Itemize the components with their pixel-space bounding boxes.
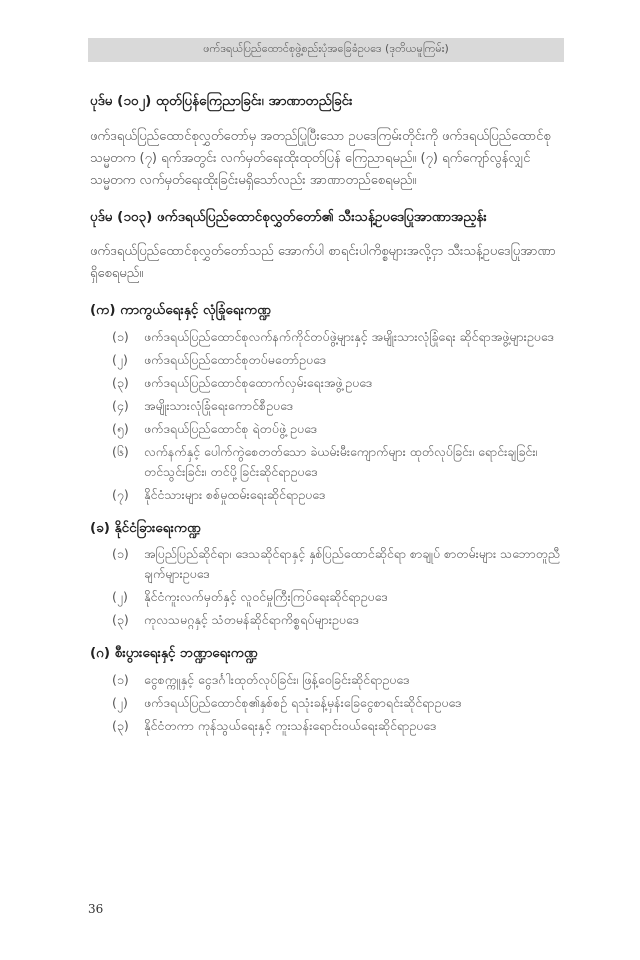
item-text: နိုင်ငံသားများ စစ်မှုထမ်းရေးဆိုင်ရာဥပဒေ — [144, 486, 326, 502]
item-number: (၇) — [112, 486, 129, 502]
item-number: (၁) — [112, 546, 129, 562]
article-101-heading: ပုဒ်မ (၁၀၂) ထုတ်ပြန်ကြေညာခြင်း၊ အာဏာတည်ခြင်း — [90, 93, 353, 109]
item-number: (၂) — [112, 694, 128, 710]
item-number: (၆) — [112, 443, 129, 459]
article-102-heading: ပုဒ်မ (၁၀၃) ဖက်ဒရယ်ပြည်ထောင်စုလွှတ်တော်၏ သီးသန့်ဥပဒေပြုအာဏာအည့န်း — [90, 208, 487, 225]
list-item — [90, 485, 560, 505]
item-number: (၃) — [112, 717, 129, 733]
item-text: ဖက်ဒရယ်ပြည်ထောင်စုလက်နက်ကိုင်တပ်ဖွဲ့များနှင့် အမျိုးသားလုံခြုံရေး ဆိုင်ရာအဖွဲ့များဥပဒေ — [144, 328, 554, 344]
list-item — [90, 544, 560, 584]
item-number: (၁) — [112, 328, 129, 344]
page-body — [90, 92, 560, 742]
item-text: နိုင်ငံတကာ ကုန်သွယ်ရေးနှင့် ကူးသန်းရောင်းဝယ်ရေးဆိုင်ရာဥပဒေ — [144, 717, 437, 733]
running-header-text: ဖက်ဒရယ်ပြည်ထောင်စုဖွဲ့စည်းပုံအခြေခံဥပဒေ (ဒုတိယမူကြမ်း) — [203, 42, 449, 55]
item-text: ကုလသမဂ္ဂနှင့် သံတမန်ဆိုင်ရာကိစ္စရပ်များဥပဒေ — [144, 612, 359, 628]
list-item — [90, 716, 560, 736]
list-item — [90, 373, 560, 393]
item-number: (၄) — [112, 397, 129, 413]
list-item — [90, 327, 560, 347]
section-economy-heading: (ဂ) စီးပွားရေးနှင့် ဘဏ္ဍာရေးကဏ္ဍ — [90, 645, 258, 662]
list-item — [90, 693, 560, 713]
section-economy-list — [90, 670, 560, 736]
article-102-text: ဖက်ဒရယ်ပြည်ထောင်စုလွှတ်တော်သည် အောက်ပါ စာရင်းပါကိစ္စများအလို့ငှာ သီးသန့်ဥပဒေပြုအာဏာ ရှိစေရမည်။ — [90, 244, 556, 282]
section-defence-heading: (က) ကာကွယ်ရေးနှင့် လုံခြုံရေးကဏ္ဍ — [90, 302, 271, 319]
item-text: ဖက်ဒရယ်ပြည်ထောင်စုတပ်မတော်ဥပဒေ — [144, 351, 326, 367]
item-number: (၂) — [112, 589, 128, 605]
item-text: ငွေစက္ကူနှင့် ငွေဒင်္ဂါးထုတ်လုပ်ခြင်း၊ ဖြန့်ဝေခြင်းဆိုင်ရာဥပဒေ — [144, 671, 410, 687]
list-item — [90, 442, 560, 482]
list-item — [90, 587, 560, 607]
item-number: (၁) — [112, 671, 129, 687]
item-number: (၅) — [112, 420, 129, 436]
article-101-text: ဖက်ဒရယ်ပြည်ထောင်စုလွှတ်တော်မှ အတည်ပြုပြီးသော ဥပဒေကြမ်းတိုင်းကို ဖက်ဒရယ်ပြည်ထောင်စု သမ္မတက (၇) ရက်အတွင်း လက်မှတ်ရေးထိုးထုတ်ပြန် ကြေညာရမည်။ (၇) ရက်ကျော်လွန်လျှင် သမ္မတက လက်မှတ်ရေးထိုးခြင်းမရှိသော်လည်း အာဏာတည်စေရမည်။ — [90, 128, 551, 188]
item-text: ဖက်ဒရယ်ပြည်ထောင်စုထောက်လှမ်းရေးအဖွဲ့ဥပဒေ — [144, 374, 373, 390]
list-item — [90, 350, 560, 370]
page-number: 36 — [88, 902, 104, 916]
section-foreign-affairs-list — [90, 544, 560, 630]
item-text: လက်နက်နှင့် ပေါက်ကွဲစေတတ်သော ခဲယမ်းမီးကျောက်များ ထုတ်လုပ်ခြင်း၊ ရောင်းချခြင်း၊ တင်သွင်းခြင်း၊ တင်ပို့ခြင်းဆိုင်ရာဥပဒေ — [144, 443, 538, 479]
running-header — [88, 38, 564, 62]
list-item — [90, 610, 560, 630]
list-item — [90, 396, 560, 416]
item-text: အမျိုးသားလုံခြုံရေးကောင်စီဥပဒေ — [144, 397, 293, 413]
item-text: နိုင်ငံကူးလက်မှတ်နှင့် လူဝင်မှုကြီးကြပ်ရေးဆိုင်ရာဥပဒေ — [144, 589, 388, 605]
item-text: ဖက်ဒရယ်ပြည်ထောင်စု၏နှစ်စဉ် ရသုံးခန့်မှန်းခြေငွေစာရင်းဆိုင်ရာဥပဒေ — [144, 694, 462, 710]
item-number: (၂) — [112, 351, 128, 367]
item-number: (၃) — [112, 612, 129, 628]
item-text: အပြည်ပြည်ဆိုင်ရာ၊ ဒေသဆိုင်ရာနှင့် နှစ်ပြည်ထောင်ဆိုင်ရာ စာချုပ် စာတမ်းများ သဘောတူညီချက်များဥပဒေ — [144, 546, 560, 582]
item-number: (၃) — [112, 374, 129, 390]
list-item — [90, 419, 560, 439]
section-defence-list — [90, 327, 560, 505]
list-item — [90, 670, 560, 690]
item-text: ဖက်ဒရယ်ပြည်ထောင်စု ရဲတပ်ဖွဲ့ ဥပဒေ — [144, 420, 317, 436]
section-foreign-affairs-heading: (ခ) နိုင်ငံခြားရေးကဏ္ဍ — [90, 519, 201, 536]
